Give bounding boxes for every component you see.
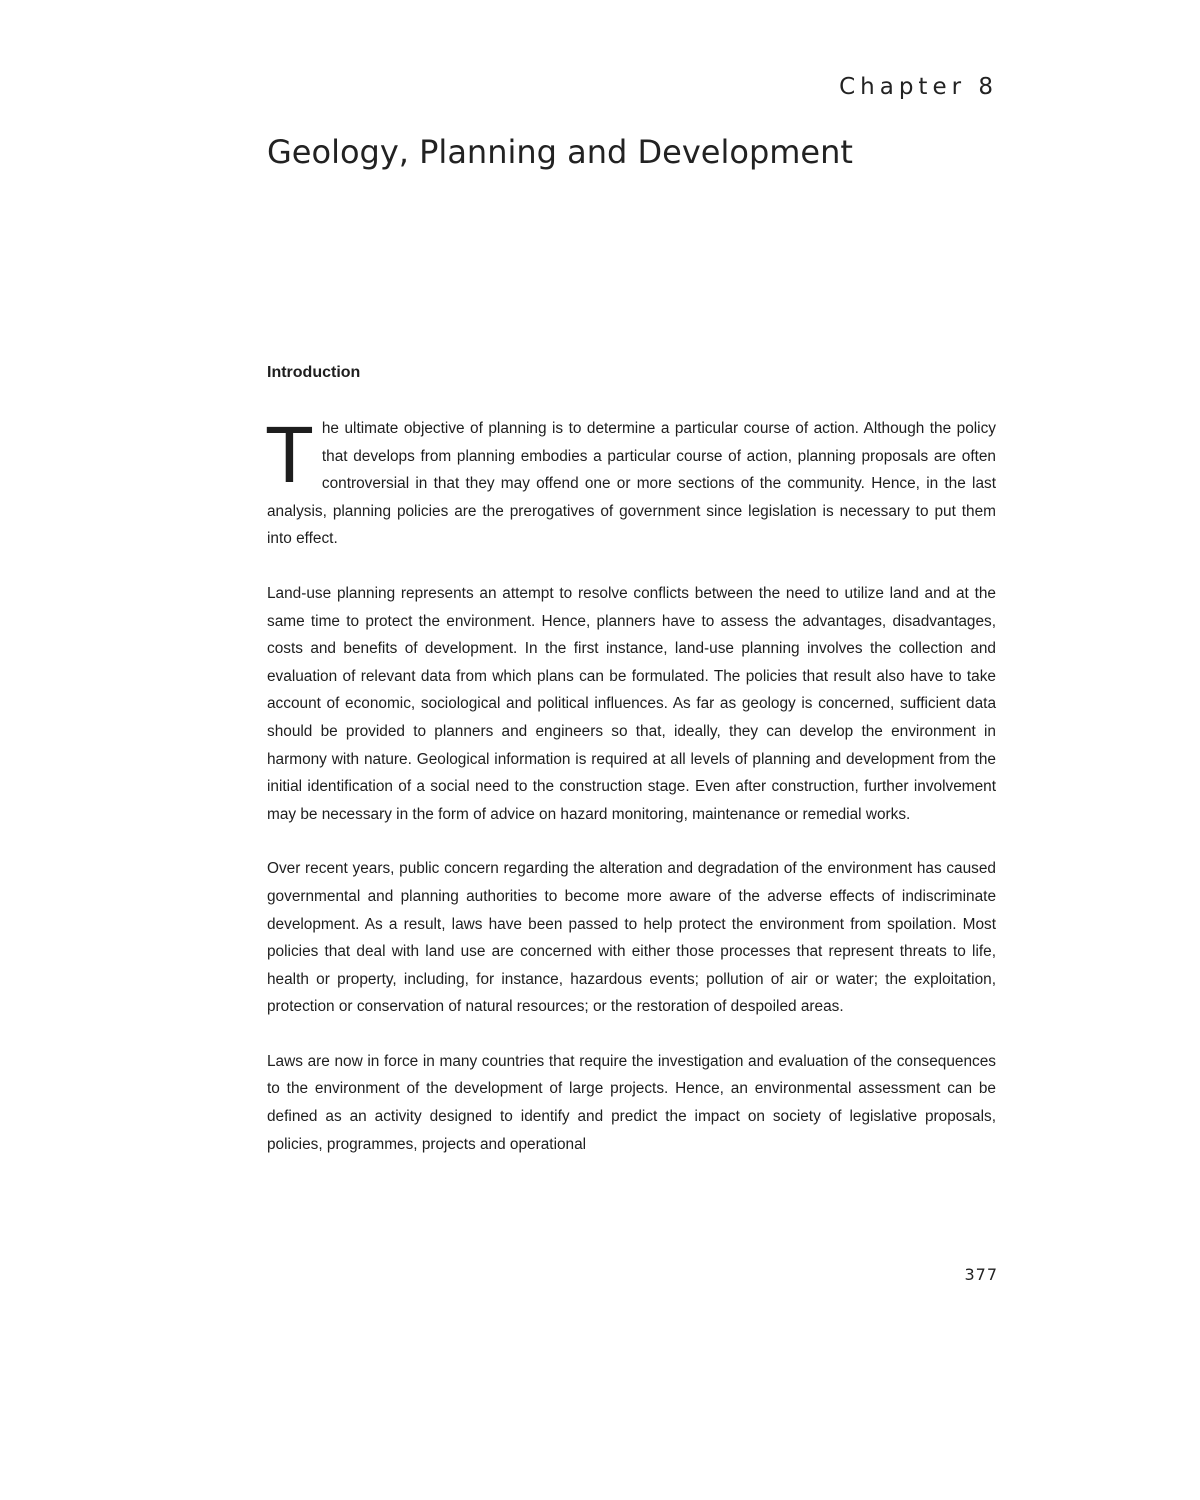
chapter-label: Chapter 8 bbox=[839, 74, 998, 100]
body-text bbox=[265, 410, 996, 1185]
section-heading: Introduction bbox=[267, 364, 361, 381]
paragraph-1 bbox=[265, 410, 996, 553]
drop-cap: T bbox=[265, 410, 314, 499]
paragraph-3: Over recent years, public concern regarding the alteration and degradation of the environment has caused governmental and planning authorities to become more aware of the adverse effects of indiscriminate development. As a result, laws have been passed to help protect the environment from spoilation. Most policies that deal with land use are concerned with either those processes that represent threats to life, health or property, including, for instance, hazardous events; pollution of air or water; the exploitation, protection or conservation of natural resources; or the restoration of despoiled areas. bbox=[267, 860, 996, 1016]
paragraph-2: Land-use planning represents an attempt to resolve conflicts between the need to utilize land and at the same time to protect the environment. Hence, planners have to assess the advantages, disadvantages, costs and benefits of development. In the first instance, land-use planning involves the collection and evaluation of relevant data from which plans can be formulated. The policies that result also have to take account of economic, sociological and political influences. As far as geology is concerned, sufficient data should be provided to planners and engineers so that, ideally, they can develop the environment in harmony with nature. Geological information is required at all levels of planning and development from the initial identification of a social need to the construction stage. Even after construction, further involvement may be necessary in the form of advice on hazard monitoring, maintenance or remedial works. bbox=[267, 584, 996, 823]
paragraph-1-text: he ultimate objective of planning is to determine a particular course of action. Although the policy that develops from planning embodies a particular course of action, planning proposals are often controversial in that they may offend one or more sections of the community. Hence, in the last analysis, planning policies are the prerogatives of government since legislation is necessary to put them into effect. bbox=[267, 420, 996, 548]
paragraph-4: Laws are now in force in many countries that require the investigation and evaluation of the consequences to the environment of the development of large projects. Hence, an environmental assessment can be defined as an activity designed to identify and predict the impact on society of legislative proposals, policies, programmes, projects and operational bbox=[267, 1052, 996, 1153]
chapter-title: Geology, Planning and Development bbox=[267, 133, 853, 171]
page-number: 377 bbox=[964, 1265, 998, 1284]
